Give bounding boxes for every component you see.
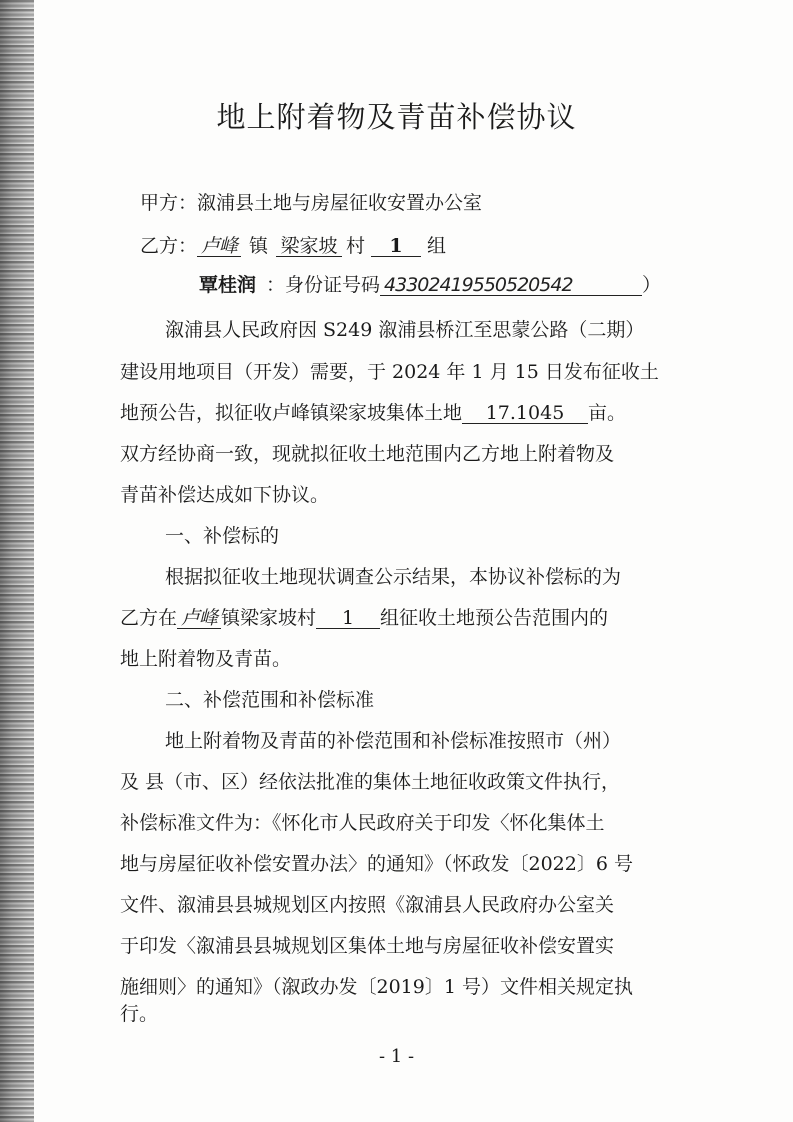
page-number: - 1 -	[378, 1046, 415, 1067]
para2-group: 1	[316, 609, 380, 629]
para2-line2	[120, 609, 608, 629]
para2-line2-c: 组征收土地预公告范围内的	[380, 607, 609, 629]
para3-line4: 地与房屋征收补偿安置办法〉的通知》（怀政发〔2022〕6 号	[120, 853, 633, 875]
party-b-town: 卢峰	[197, 237, 241, 257]
para1-line1: 溆浦县人民政府因 S249 溆浦县桥江至思蒙公路（二期）	[165, 319, 645, 341]
para2-town: 卢峰	[177, 609, 221, 629]
para1-line3	[120, 404, 626, 424]
land-area: 17.1045	[462, 404, 588, 424]
para3-line2: 及 县（市、区）经依法批准的集体土地征收政策文件执行，	[120, 771, 621, 793]
para3-line6: 于印发〈溆浦县县城规划区集体土地与房屋征收补偿安置实	[120, 935, 615, 957]
party-b-person-line	[199, 276, 661, 296]
para3-line3: 补偿标准文件为：《怀化市人民政府关于印发〈怀化集体土	[120, 812, 605, 834]
party-b-person: 覃桂润	[199, 274, 257, 296]
scan-edge-shadow	[0, 0, 34, 1122]
para1-line4: 双方经协商一致，现就拟征收土地范围内乙方地上附着物及	[120, 443, 615, 465]
party-a-line	[140, 194, 482, 213]
id-label: ：身份证号码	[266, 274, 381, 296]
document-title: 地上附着物及青苗补偿协议	[216, 100, 577, 134]
para2-line2-a: 乙方在	[120, 607, 178, 629]
para3-line8: 行。	[120, 1003, 159, 1025]
para3-line1: 地上附着物及青苗的补偿范围和补偿标准按照市（州）	[165, 730, 622, 752]
para3-line5: 文件、溆浦县县城规划区内按照《溆浦县人民政府办公室关	[120, 894, 615, 916]
party-a-label: 甲方：	[140, 192, 198, 214]
para1-line3-text: 地预公告，拟征收卢峰镇梁家坡集体土地	[120, 402, 463, 424]
para2-line2-b: 镇梁家坡村	[221, 607, 317, 629]
party-a-name: 溆浦县土地与房屋征收安置办公室	[197, 192, 483, 214]
para3-line7: 施细则〉的通知》（溆政办发〔2019〕1 号）文件相关规定执	[120, 976, 633, 998]
para1-line2: 建设用地项目（开发）需要，于 2024 年 1 月 15 日发布征收土	[120, 361, 659, 383]
party-b-group: 1	[371, 237, 421, 257]
section1-heading: 一、补偿标的	[165, 525, 280, 547]
para2-line1: 根据拟征收土地现状调查公示结果，本协议补偿标的为	[165, 566, 622, 588]
id-number: 43302419550520542	[380, 276, 642, 296]
section2-heading: 二、补偿范围和补偿标准	[165, 689, 375, 711]
party-b-label: 乙方：	[140, 235, 198, 257]
para2-line3: 地上附着物及青苗。	[120, 648, 292, 670]
party-b-town-suffix: 镇	[249, 235, 269, 257]
party-b-group-suffix: 组	[427, 235, 447, 257]
party-b-line	[140, 237, 446, 257]
id-close: ）	[642, 274, 662, 296]
para1-line3-unit: 亩。	[588, 402, 627, 424]
party-b-village: 梁家坡	[276, 237, 342, 257]
party-b-village-suffix: 村	[346, 235, 366, 257]
para1-line5: 青苗补偿达成如下协议。	[120, 484, 330, 506]
